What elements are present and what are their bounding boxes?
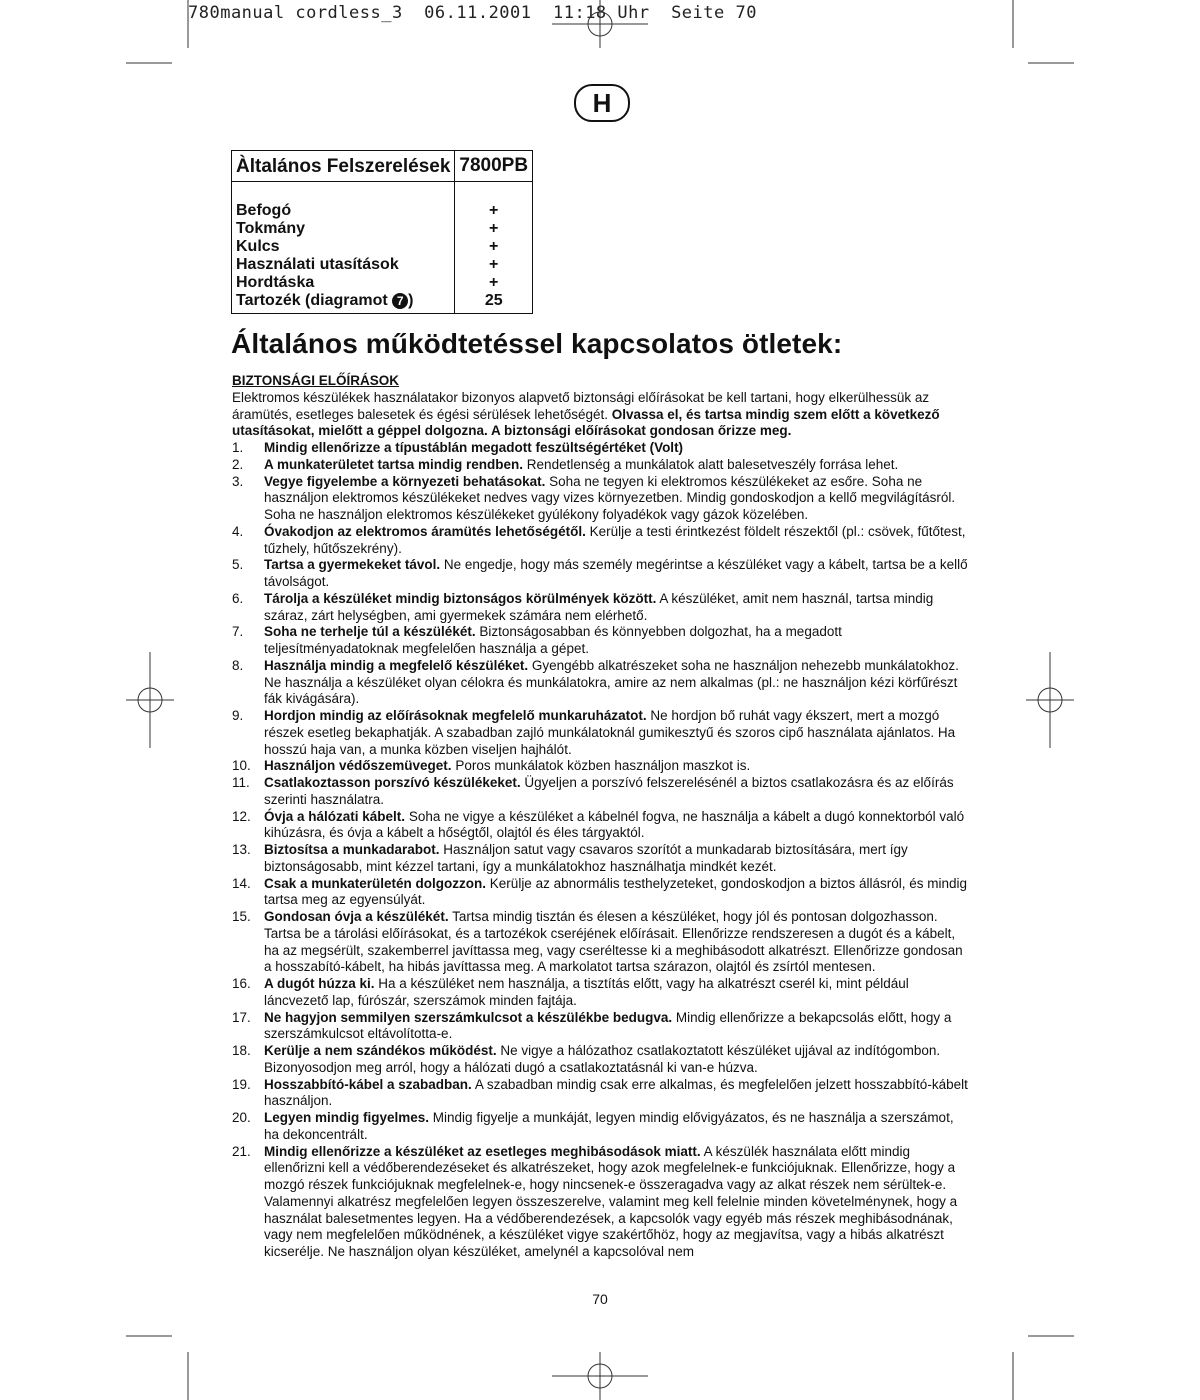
rule-title: Gondosan óvja a készülékét.: [264, 909, 449, 924]
equipment-header-label: Àltalános Felszerelések: [232, 151, 455, 182]
list-item: [232, 474, 972, 524]
rule-text: Ne hordjon bő ruhát vagy ékszert, mert a mozgó részek esetleg bekaphatják. A szabadban zajló munkálatoknál gumikesztyű és szoros cipő használata ajánlatos. Ha hosszú haja van, a munka közben viseljen hajhálót.: [264, 708, 956, 757]
equipment-name: Tokmány: [232, 220, 455, 238]
rule-number: 6.: [232, 590, 244, 606]
rule-title: Mindig ellenőrizze a készüléket az esetleges meghibásodások miatt.: [264, 1143, 701, 1159]
safety-section: [232, 373, 972, 1261]
rule-text: Biztonságosabban és könnyebben dolgozhat, ha a megadott teljesítményadatoknak megfelelően használja a gépet.: [264, 624, 842, 656]
rule-title: Hordjon mindig az előírásoknak megfelelő munkaruházatot.: [264, 708, 647, 723]
rule-title: Használjon védőszemüveget.: [264, 758, 452, 774]
list-item: [232, 457, 972, 474]
equipment-value: +: [455, 256, 533, 274]
rule-number: 13.: [232, 842, 251, 857]
list-item: [232, 1144, 972, 1261]
rule-number: 3.: [232, 473, 244, 489]
rule-number: 4.: [232, 523, 244, 539]
rule-text: Mindig figyelje a munkáját, legyen mindig elővigyázatos, és ne használja a szerszámot, ha dekoncentrált.: [264, 1110, 954, 1142]
rule-title: Csatlakoztasson porszívó készülékeket.: [264, 775, 521, 790]
rule-title: A dugót húzza ki.: [264, 976, 375, 991]
rule-number: 7.: [232, 624, 244, 640]
print-header: 780manual cordless_3 06.11.2001 11:18 Uhr Seite 70: [188, 3, 757, 23]
rule-title: Óvakodjon az elektromos áramütés lehetőségétől.: [264, 523, 586, 539]
equipment-value: 25: [455, 292, 533, 314]
equipment-table-header: [232, 151, 533, 182]
list-item: [232, 809, 972, 843]
equipment-value: +: [455, 238, 533, 256]
rule-number: 8.: [232, 657, 244, 673]
rule-title: Óvja a hálózati kábelt.: [264, 808, 406, 824]
rule-text: Rendetlenség a munkálatok alatt balesetveszély forrása lehet.: [523, 456, 899, 472]
equipment-name: Használati utasítások: [232, 256, 455, 274]
table-row: [232, 256, 533, 274]
list-item: [232, 909, 972, 976]
rule-title: Tárolja a készüléket mindig biztonságos körülmények között.: [264, 590, 657, 606]
rule-text: Kerülje az abnormális testhelyzeteket, gondoskodjon a biztos állásról, és mindig tartsa meg az egyensúlyát.: [264, 875, 968, 908]
equipment-name-prefix: Tartozék (diagramot: [236, 292, 393, 309]
equipment-name-suffix: ): [408, 292, 414, 309]
list-item: [232, 591, 972, 625]
rule-text: Soha ne vigye a készüléket a kábelnél fogva, ne használja a kábelt a dugó konnektorból való kihúzásra, és óvja a kábelt a hőségtől, olajtól és éles tárgyaktól.: [264, 808, 965, 841]
list-item: [232, 1110, 972, 1144]
rule-title: Soha ne terhelje túl a készülékét.: [264, 624, 476, 640]
rule-number: 14.: [232, 875, 251, 891]
rule-number: 20.: [232, 1110, 251, 1125]
rule-text: Tartsa mindig tisztán és élesen a készüléket, hogy jól és pontosan dolgozhasson. Tartsa be a tárolási előírásokat, és a tartozékok cseréjének előírásait. Ellenőrizze rendszeresen a dugót és a kábelt, ha az megsérült, szakemberrel javíttassa meg, vagy cseréltesse ki a meghibásodott alkatrészt. Ellenőrizze gondosan a hosszabító-kábelt, ha hibás javíttassa meg. A markolatot tartsa szárazon, olajtól és zsírtól mentesen.: [264, 909, 963, 975]
rule-text: A készülék használata előtt mindig ellenőrizni kell a védőberendezéseket és alkatrészeket, hogy azok megfelelnek-e funkciójuknak. Ellenőrizze, hogy a mozgó részek funkciójuknak megfelelnek-e, hogy nincsenek-e összeragadva vagy az alkat részek nem sérültek-e. Valamennyi alkatrész megfelelően legyen összeszerelve, valamint meg kell felelnie minden követelménynek, hogy a használat balesetmentes legyen. Ha a védőberendezések, a kapcsolók vagy egyéb más részek meghibásodnának, vagy nem megfelelően működnének, a készüléket vigye szakértőhöz, hogy az megjavítsa, vagy a hibás alkatrészt kicserélje. Ne használjon olyan készüléket, amelynél a kapcsolóval nem: [264, 1143, 958, 1259]
list-item: [232, 1010, 972, 1044]
list-item: [232, 524, 972, 558]
rule-number: 15.: [232, 909, 251, 924]
rule-text: Soha ne tegyen ki elektromos készülékeket az esőre. Soha ne használjon elektromos készülékeket nedves vagy vizes környezetben. Mindig gondoskodjon a kellő megvilágításról. Soha ne használjon elektromos készülékeket gyúlékony folyadékok vagy gázok közelében.: [264, 473, 956, 522]
registration-mark-top: [552, 0, 648, 48]
rule-title: Hosszabbító-kábel a szabadban.: [264, 1076, 472, 1092]
rule-number: 16.: [232, 976, 251, 991]
section-title: BIZTONSÁGI ELŐÍRÁSOK: [232, 373, 400, 388]
list-item: [232, 976, 972, 1010]
rule-number: 5.: [232, 557, 244, 573]
list-item: [232, 440, 972, 457]
language-badge-label: H: [592, 88, 612, 118]
language-badge: [574, 84, 630, 122]
rule-title: Vegye figyelembe a környezeti behatásokat.: [264, 473, 546, 489]
rule-text: Mindig ellenőrizze a bekapcsolás előtt, hogy a szerszámkulcsot eltávolította-e.: [264, 1009, 952, 1042]
rule-title: Használja mindig a megfelelő készüléket.: [264, 657, 529, 673]
rule-title: Kerülje a nem szándékos működést.: [264, 1043, 497, 1058]
equipment-name: [232, 292, 455, 314]
rule-number: 11.: [232, 775, 250, 790]
equipment-name: Hordtáska: [232, 274, 455, 292]
list-item: [232, 658, 972, 708]
intro-text: Elektromos készülékek használatakor bizonyos alapvető biztonsági előírásokat be kell tartani, hogy elkerülhessük az áramütés, esetleges balesetek és égési sérülések lehetőségét.: [232, 389, 930, 422]
intro-paragraph: [232, 390, 972, 440]
list-item: [232, 876, 972, 910]
table-row: [232, 238, 533, 256]
rule-text: Ne vigye a hálózathoz csatlakoztatott készüléket ujjával az indítógombon. Bizonyosodjon meg arról, hogy a hálózati dugó a csatlakoztatásnál ki van-e húzva.: [264, 1043, 941, 1075]
intro-bold: Olvassa el, és tartsa mindig szem előtt a következő utasításokat, mielőtt a géppel dolgozna. A biztonsági előírásokat gondosan őrizze meg.: [232, 406, 940, 439]
equipment-name: Befogó: [232, 202, 455, 220]
rule-title: Mindig ellenőrizze a típustáblán megadott feszültségértéket (Volt): [264, 440, 684, 455]
table-spacer: [232, 182, 533, 203]
rule-text: Ha a készüléket nem használja, a tisztítás előtt, vagy ha alkatrészt cserél ki, mint például láncvezető lap, fúrószár, szerszámok minden fajtája.: [264, 976, 909, 1008]
rule-number: 19.: [232, 1076, 251, 1092]
rule-title: Ne hagyjon semmilyen szerszámkulcsot a készülékbe bedugva.: [264, 1009, 673, 1025]
equipment-table: [231, 150, 533, 314]
list-item: [232, 758, 972, 775]
equipment-value: +: [455, 274, 533, 292]
page-title: Általános működtetéssel kapcsolatos ötletek:: [231, 328, 843, 359]
rule-number: 21.: [232, 1143, 251, 1159]
table-row: [232, 220, 533, 238]
rule-number: 12.: [232, 808, 251, 824]
rule-title: Biztosítsa a munkadarabot.: [264, 842, 440, 857]
list-item: [232, 842, 972, 876]
registration-mark-left: [126, 652, 174, 748]
list-item: [232, 1077, 972, 1111]
rule-text: Használjon satut vagy csavaros szorítót a munkadarab biztosítására, mert így biztonságosabb, mint kézzel tartani, így a munkálatokhoz használhatja mindkét kezét.: [264, 842, 908, 874]
rule-title: Legyen mindig figyelmes.: [264, 1110, 430, 1125]
rule-text: Ügyeljen a porszívó felszerelésénél a biztos csatlakozásra és az előírás szerinti használatra.: [264, 775, 954, 807]
table-row: [232, 274, 533, 292]
list-item: [232, 775, 972, 809]
registration-mark-bottom: [552, 1352, 648, 1400]
rule-text: Ne engedje, hogy más személy megérintse a készüléket vagy a kábelt, tartsa be a kellő távolságot.: [264, 557, 968, 589]
equipment-value: +: [455, 202, 533, 220]
rule-text: A készüléket, amit nem használ, tartsa mindig száraz, zárt helységben, ami gyermekek számára nem elérhető.: [264, 590, 934, 623]
rule-title: Csak a munkaterületén dolgozzon.: [264, 875, 487, 891]
rule-number: 17.: [232, 1009, 251, 1025]
rule-title: A munkaterületet tartsa mindig rendben.: [264, 456, 524, 472]
rule-number: 10.: [232, 758, 251, 774]
list-item: [232, 708, 972, 758]
rule-number: 18.: [232, 1043, 251, 1058]
rule-text: A szabadban mindig csak erre alkalmas, és megfelelően jelzett hosszabbító-kábelt használjon.: [264, 1076, 968, 1109]
list-item: [232, 1043, 972, 1077]
equipment-value: +: [455, 220, 533, 238]
safety-rules-list: [232, 440, 972, 1261]
equipment-name: Kulcs: [232, 238, 455, 256]
rule-number: 9.: [232, 708, 244, 723]
rule-number: 1.: [232, 440, 244, 455]
diagram-number-badge: 7: [392, 293, 408, 309]
rule-title: Tartsa a gyermekeket távol.: [264, 557, 441, 573]
list-item: [232, 624, 972, 658]
registration-mark-right: [1026, 652, 1074, 748]
equipment-header-model: 7800PB: [455, 151, 533, 182]
rule-number: 2.: [232, 456, 244, 472]
rule-text: Gyengébb alkatrészeket soha ne használjon nehezebb munkálatokhoz. Ne használja a készüléket olyan célokra és munkálatokra, amire az nem alkalmas (pl.: ne használjon kézi körfűrészt fák kivágására).: [264, 657, 959, 707]
list-item: [232, 557, 972, 591]
page-number: 70: [592, 1291, 608, 1307]
rule-text: Kerülje a testi érintkezést földelt részektől (pl.: csövek, fűtőtest, tűzhely, hűtőszekrény).: [264, 523, 966, 556]
rule-text: Poros munkálatok közben használjon maszkot is.: [451, 758, 751, 774]
table-row: [232, 202, 533, 220]
table-row: [232, 292, 533, 314]
